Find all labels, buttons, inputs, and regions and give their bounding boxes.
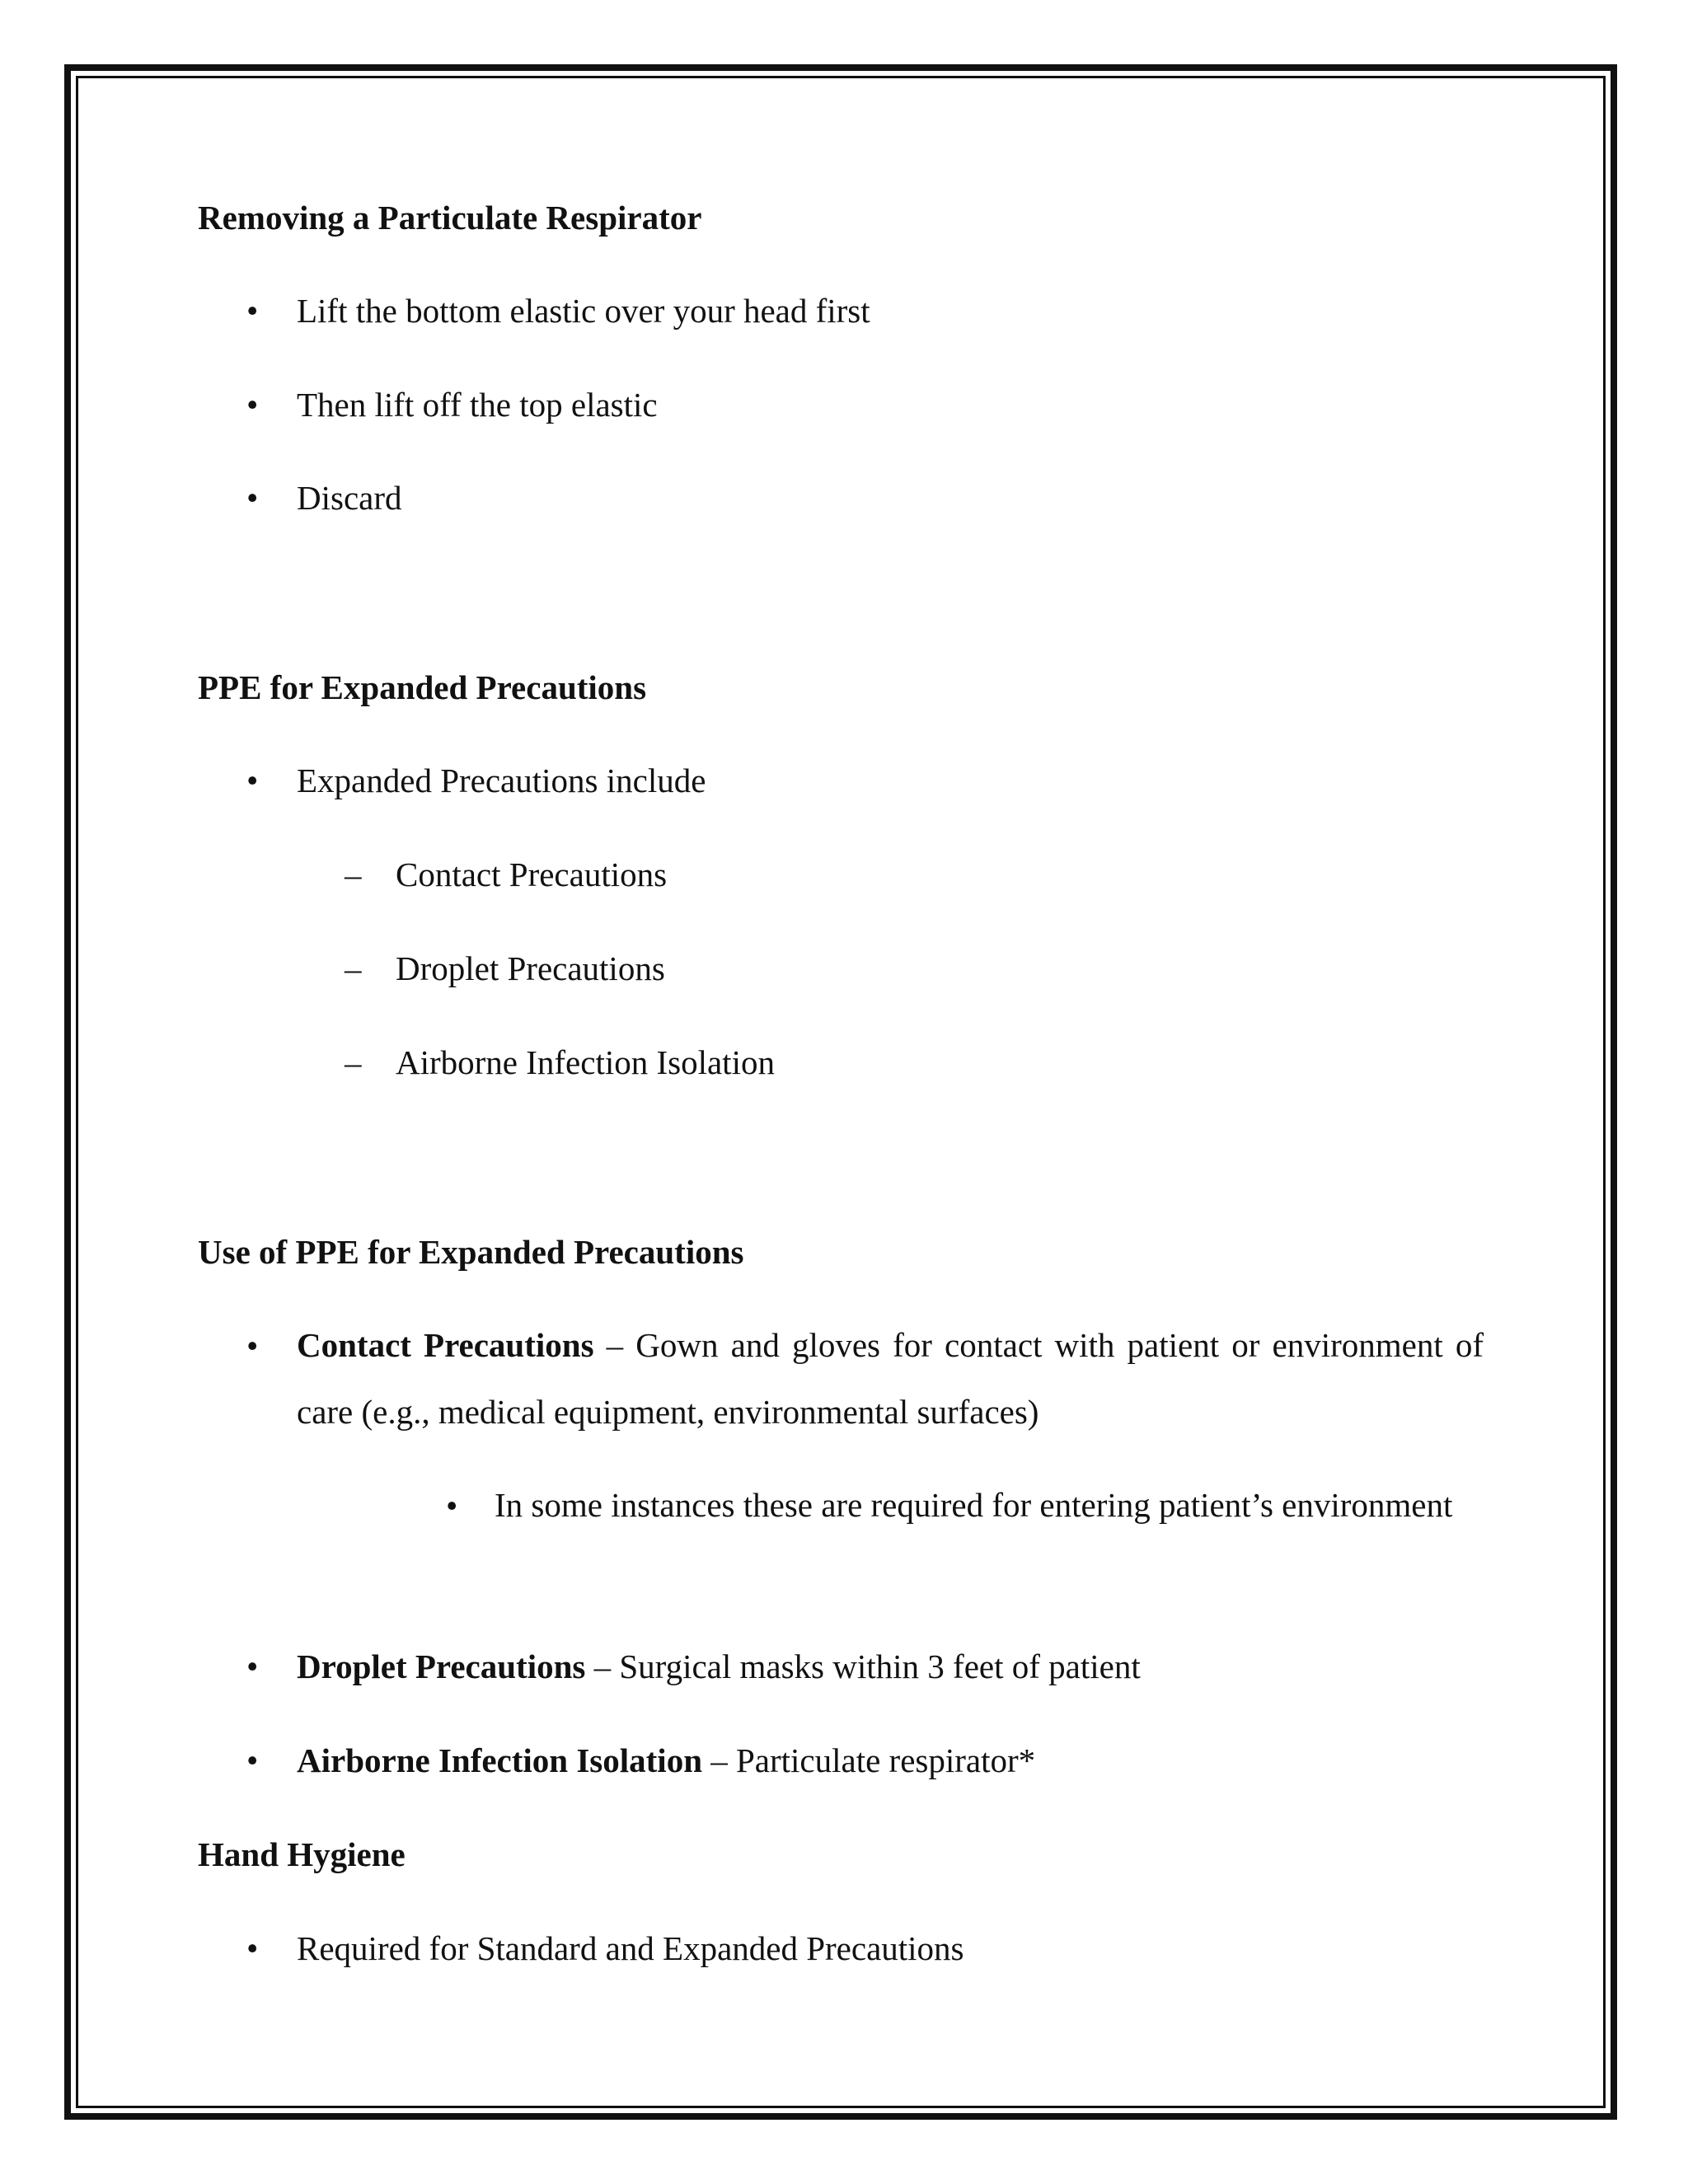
- list-item-text: Contact Precautions: [396, 855, 668, 893]
- list-item-text: [297, 1741, 1484, 1780]
- sub-list-item: [345, 855, 1484, 894]
- list-item: [246, 1312, 1484, 1446]
- bullet-icon: •: [246, 386, 259, 424]
- heading-use-of-ppe: Use of PPE for Expanded Precautions: [198, 1233, 744, 1271]
- dash-icon: –: [345, 1043, 362, 1081]
- bullet-icon: •: [246, 1929, 259, 1967]
- list-item-text: Expanded Precautions include: [297, 762, 706, 799]
- term-airborne-isolation: Airborne Infection Isolation: [297, 1741, 702, 1779]
- list-item-text: Then lift off the top elastic: [297, 386, 658, 424]
- list-item: [246, 385, 1484, 424]
- list-item-text: Droplet Precautions: [396, 949, 665, 987]
- term-droplet-precautions: Droplet Precautions: [297, 1647, 586, 1685]
- list-item: [246, 478, 1484, 518]
- dash-icon: –: [345, 949, 362, 987]
- bullet-icon: •: [246, 1327, 259, 1365]
- dash-icon: –: [345, 855, 362, 893]
- list-item-text: Airborne Infection Isolation: [396, 1043, 775, 1081]
- term-description: – Particulate respirator*: [702, 1741, 1036, 1779]
- list-item: [246, 1741, 1484, 1780]
- bullet-icon: •: [246, 1741, 259, 1779]
- bullet-icon: •: [246, 762, 259, 799]
- sub-list-item: [446, 1472, 1484, 1539]
- heading-hand-hygiene: Hand Hygiene: [198, 1835, 406, 1873]
- list-item: [246, 1929, 1484, 1968]
- sub-list-item: [345, 949, 1484, 988]
- list-item-text: [297, 1647, 1484, 1686]
- heading-ppe-expanded-precautions: PPE for Expanded Precautions: [198, 668, 647, 706]
- term-description: – Gown and gloves for contact with patient or environment of care (e.g., medical equipment, environmental surfaces): [297, 1326, 1484, 1431]
- bullet-icon: •: [246, 292, 259, 330]
- list-item: [246, 761, 1484, 800]
- heading-removing-respirator: Removing a Particulate Respirator: [198, 199, 702, 237]
- list-item-text: Required for Standard and Expanded Precautions: [297, 1929, 964, 1967]
- term-contact-precautions: Contact Precautions: [297, 1326, 594, 1364]
- bullet-icon: •: [446, 1487, 458, 1525]
- list-item-text: In some instances these are required for entering patient’s environment: [495, 1486, 1453, 1524]
- list-item-text: Lift the bottom elastic over your head first: [297, 292, 870, 330]
- sub-list-item: [345, 1043, 1484, 1082]
- bullet-icon: •: [246, 1647, 259, 1685]
- list-item-text: [297, 1312, 1484, 1446]
- bullet-icon: •: [246, 479, 259, 517]
- list-item: [246, 1647, 1484, 1686]
- list-item: [246, 291, 1484, 330]
- page-border-inner: [76, 76, 1606, 2108]
- list-item-text: Discard: [297, 479, 402, 517]
- term-description: – Surgical masks within 3 feet of patient: [585, 1647, 1141, 1685]
